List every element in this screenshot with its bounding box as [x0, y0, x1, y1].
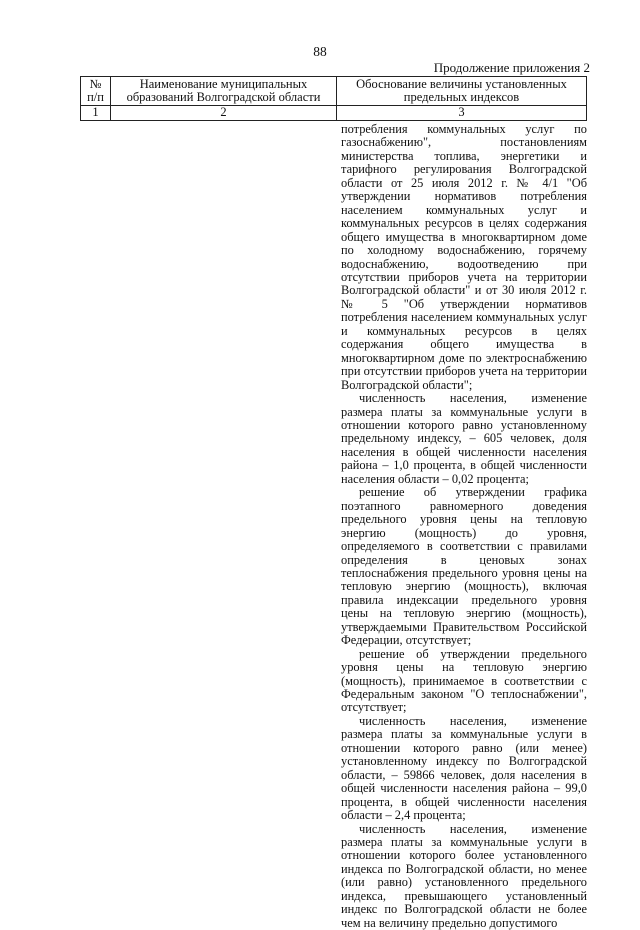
justification-text: [341, 123, 587, 930]
paragraph: решение об утверждении предельного уровня цены на тепловую энергию (мощность), принимаемое в соответствии с Федеральным законом "О теплоснабжении", отсутствует;: [341, 646, 587, 715]
paragraph: потребления коммунальных услуг по газоснабжению", постановлениям министерства топлива, энергетики и тарифного регулирования Волгоградской области от 25 июля 2012 г. № 4/1 "Об утверждении нормативов потребления населением коммунальных услуг и коммунальных ресурсов в целях содержания общего имущества в многоквартирном доме по холодному водоснабжению, горячему водоснабжению, водоотведению при отсутствии приборов учета на территории Волгоградской области" и от 30 июля 2012 г. № 5 "Об утверждении нормативов потребления населением коммунальных услуг и коммунальных ресурсов в целях содержания общего имущества в многоквартирном доме по электроснабжению при отсутствии приборов учета на территории Волгоградской области";: [341, 122, 587, 392]
column-number-2: 2: [111, 106, 337, 121]
header-number: № п/п: [81, 77, 111, 106]
table-header: [80, 76, 587, 121]
header-municipality: Наименование муниципальных образований Волгоградской области: [111, 77, 337, 106]
paragraph: численность населения, изменение размера платы за коммунальные услуги в отношении которого более установленного индекса по Волгоградской области, но менее (или равно) установленного предельного индекса, превышающего установленный индекс по Волгоградской области не более чем на величину предельно допустимого: [341, 821, 587, 930]
paragraph: численность населения, изменение размера платы за коммунальные услуги в отношении которого равно (или менее) установленному индексу по Волгоградской области, – 59866 человек, доля населения в общей численности населения района – 99,0 процента, в общей численности населения области – 2,4 процента;: [341, 713, 587, 823]
appendix-continuation-label: Продолжение приложения 2: [433, 60, 590, 75]
paragraph: решение об утверждении графика поэтапного равномерного доведения предельного уровня цены на тепловую энергию (мощность) до уровня, определяемого в соответствии с правилами определения в ценовых зонах теплоснабжения предельного уровня цены на тепловую энергию (мощность), включая правила индексации предельного уровня цены на тепловую энергию (мощность), утверждаемыми Правительством Российской Федерации, отсутствует;: [341, 485, 587, 648]
page-number: 88: [313, 44, 327, 59]
column-number-1: 1: [81, 106, 111, 121]
header-justification: Обоснование величины установленных предельных индексов: [337, 77, 587, 106]
column-number-3: 3: [337, 106, 587, 121]
paragraph: численность населения, изменение размера платы за коммунальные услуги в отношении которого равно установленному предельному индексу, – 605 человек, доля населения в общей численности населения района – 1,0 процента, в общей численности населения области – 0,02 процента;: [341, 391, 587, 486]
